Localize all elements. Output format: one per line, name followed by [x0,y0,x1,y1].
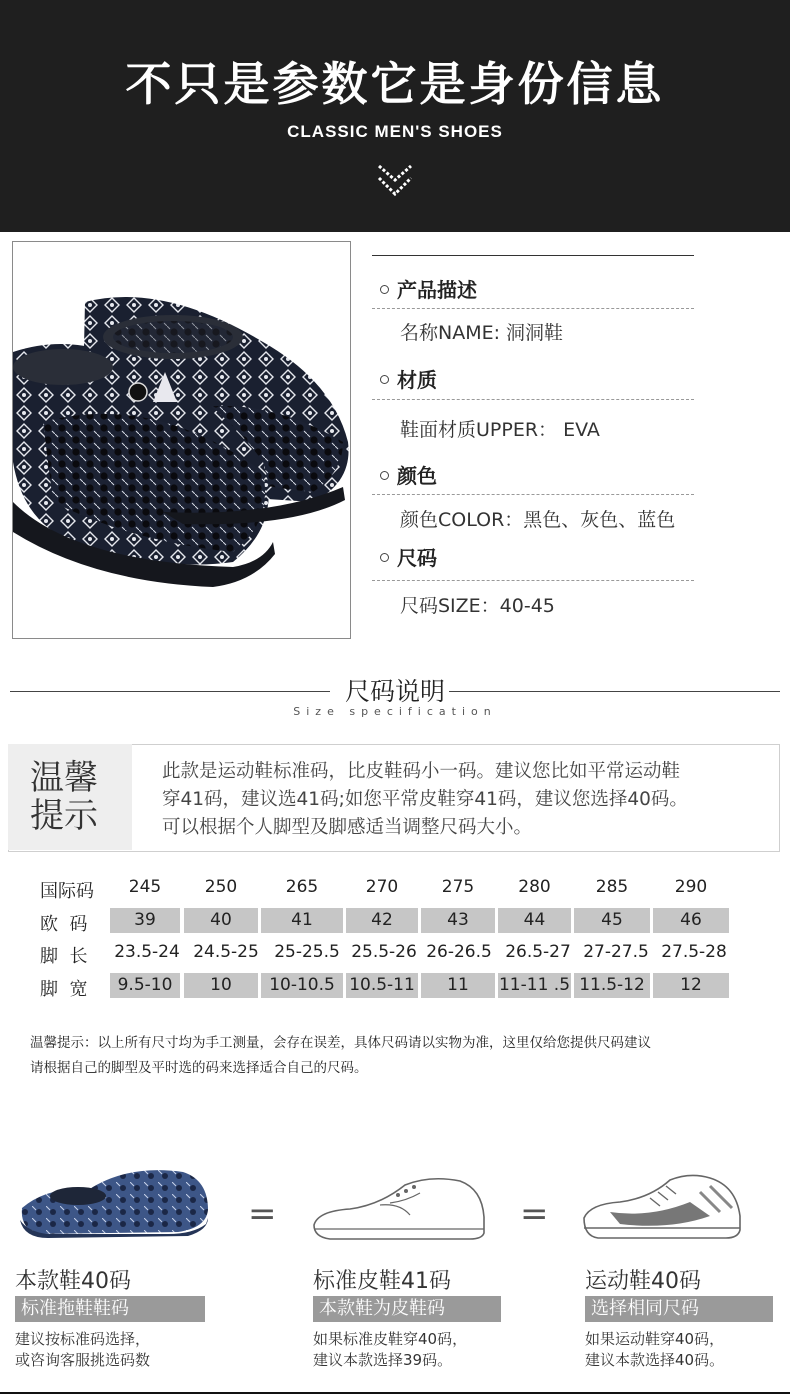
row-label-eu: 欧 码 [40,914,88,935]
compare-title: 运动鞋40码 [585,1269,701,1294]
compare-title: 本款鞋40码 [15,1269,131,1294]
compare-desc-line: 建议本款选择39码。 [313,1351,453,1369]
spec-heading-label: 产品描述 [397,278,477,302]
size-cell: 24.5-25 [193,942,259,962]
banner-title: 不只是参数它是身份信息 [125,57,665,111]
size-cell: 275 [441,877,475,897]
compare-desc-line: 如果运动鞋穿40码， [585,1330,725,1348]
circle-bullet-icon [380,471,389,480]
size-cell: 10-10.5 [261,973,343,998]
compare-tag: 本款鞋为皮鞋码 [313,1296,501,1322]
spec-value-color: 颜色COLOR：黑色、灰色、蓝色 [400,509,676,531]
size-cell: 44 [498,908,571,933]
circle-bullet-icon [380,375,389,384]
size-cell: 23.5-24 [114,942,180,962]
spec-value-material: 鞋面材质UPPER： EVA [400,419,600,441]
compare-desc-line: 建议本款选择40码。 [585,1351,725,1369]
spec-heading-size [380,542,437,571]
size-cell: 270 [365,877,399,897]
dashed-divider [372,580,694,581]
size-cell: 245 [128,877,162,897]
banner-subtitle: CLASSIC MEN'S SHOES [287,122,503,141]
tip-line: 此款是运动鞋标准码，比皮鞋码小一码。建议您比如平常运动鞋 [162,761,681,782]
size-cell: 25.5-26 [351,942,417,962]
size-cell: 9.5-10 [110,973,180,998]
row-label-length: 脚 长 [40,946,88,967]
equals-sign: = [248,1194,277,1234]
size-cell: 26.5-27 [505,942,571,962]
chevron-down-icon [375,160,415,200]
size-cell: 41 [261,908,343,933]
product-image-frame [12,241,351,639]
compare-desc [585,1329,724,1371]
size-section-subtitle: Size specification [293,705,497,718]
tip-line: 穿41码，建议选41码;如您平常皮鞋穿41码，建议您选择40码。 [162,789,688,810]
size-cell: 40 [184,908,258,933]
measurement-note-line1: 温馨提示：以上所有尺寸均为手工测量，会存在误差，具体尺码请以实物为准，这里仅给您提供尺码建议 [30,1035,651,1051]
clog-pair-image [13,242,350,638]
size-cell: 45 [574,908,650,933]
size-cell: 11.5-12 [574,973,650,998]
compare-desc-line: 建议按标准码选择， [15,1330,151,1348]
size-cell: 46 [653,908,729,933]
size-cell: 290 [674,877,708,897]
spec-top-rule [372,255,694,256]
size-cell: 27-27.5 [583,942,649,962]
size-cell: 280 [518,877,551,897]
compare-desc-line: 或咨询客服挑选码数 [15,1351,151,1369]
circle-bullet-icon [380,553,389,562]
size-cell: 27.5-28 [661,942,727,962]
row-label-intl: 国际码 [40,881,94,902]
size-cell: 42 [346,908,418,933]
compare-tag: 选择相同尺码 [585,1296,773,1322]
dashed-divider [372,494,694,495]
size-cell: 265 [285,877,319,897]
dashed-divider [372,399,694,400]
size-cell: 285 [595,877,629,897]
tip-text [162,758,776,842]
spec-heading-label: 尺码 [397,546,437,570]
spec-heading-color [380,460,437,489]
spec-heading-label: 材质 [397,368,437,392]
row-label-width: 脚 宽 [40,979,88,1000]
clog-shoe-icon [18,1158,213,1248]
size-cell: 10 [184,973,258,998]
compare-tag: 标准拖鞋鞋码 [15,1296,205,1322]
size-cell: 26-26.5 [426,942,492,962]
measurement-note-line2: 请根据自己的脚型及平时选的码来选择适合自己的尺码。 [30,1060,368,1076]
tip-label: 温馨提示 [30,758,98,836]
size-cell: 43 [421,908,495,933]
spec-heading-material [380,364,437,393]
compare-title: 标准皮鞋41码 [313,1269,451,1294]
equals-sign: = [520,1194,549,1234]
compare-desc-line: 如果标准皮鞋穿40码， [313,1330,468,1348]
size-cell: 10.5-11 [346,973,418,998]
compare-desc [15,1329,150,1371]
tip-line: 可以根据个人脚型及脚感适当调整尺码大小。 [162,817,533,838]
size-cell: 12 [653,973,729,998]
spec-value-name: 名称NAME: 洞洞鞋 [400,322,564,344]
leather-shoe-icon [310,1175,490,1247]
size-title-text: 尺码说明 [341,677,449,706]
compare-desc [313,1329,467,1371]
sneaker-icon [580,1172,745,1248]
dashed-divider [372,308,694,309]
size-section-title [0,672,790,708]
spec-heading-label: 颜色 [397,464,437,488]
size-cell: 11-11 .5 [498,973,571,998]
spec-value-size: 尺码SIZE：40-45 [400,595,555,617]
size-cell: 25-25.5 [274,942,340,962]
size-cell: 39 [110,908,180,933]
circle-bullet-icon [380,285,389,294]
size-cell: 11 [421,973,495,998]
spec-heading-description [380,274,477,303]
size-cell: 250 [204,877,238,897]
